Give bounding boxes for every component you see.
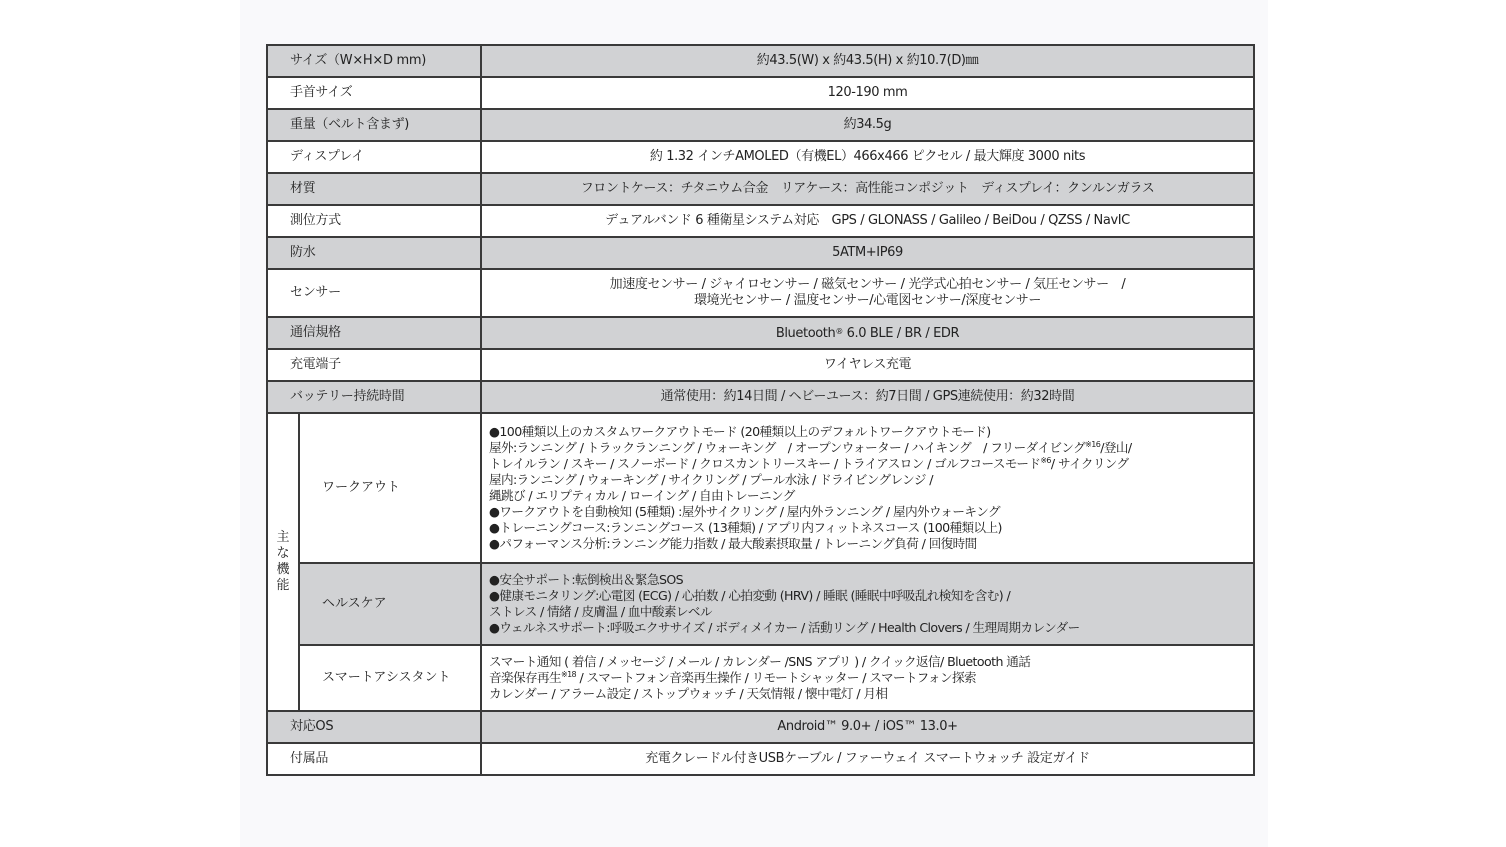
feature-line: 屋内:ランニング / ウォーキング / サイクリング / プール水泳 / ドライビングレンジ / xyxy=(489,472,933,487)
feature-label: ワークアウト xyxy=(299,413,481,563)
registered-mark: ® xyxy=(835,327,843,336)
feature-line: スマート通知 ( 着信 / メッセージ / メール / カレンダー /SNS アプリ ) / クイック返信/ Bluetooth 通話 xyxy=(489,654,1031,669)
feature-row-assistant xyxy=(267,645,1254,711)
spec-value: Android™ 9.0+ / iOS™ 13.0+ xyxy=(481,711,1254,743)
feature-row-health xyxy=(267,563,1254,645)
spec-row-positioning xyxy=(267,205,1254,237)
feature-row-workout xyxy=(267,413,1254,563)
spec-row-waterproof xyxy=(267,237,1254,269)
spec-value: 120-190 mm xyxy=(481,77,1254,109)
spec-label: 充電端子 xyxy=(267,349,481,381)
spec-value-line: 加速度センサー / ジャイロセンサー / 磁気センサー / 光学式心拍センサー / 気圧センサー / xyxy=(609,277,1126,292)
footnote-mark: ※18 xyxy=(560,670,577,679)
feature-line: ●トレーニングコース:ランニングコース (13種類) / アプリ内フィットネスコース (100種類以上) xyxy=(489,520,1002,535)
feature-line: ●健康モニタリング:心電図 (ECG) / 心拍数 / 心拍変動 (HRV) / 睡眠 (睡眠中呼吸乱れ検知を含む) / xyxy=(489,588,1011,603)
spec-row-battery xyxy=(267,381,1254,413)
spec-row-sensors xyxy=(267,269,1254,317)
feature-line: ●ワークアウトを自動検知 (5種類) :屋外サイクリング / 屋内外ランニング / 屋内外ウォーキング xyxy=(489,504,1001,519)
feature-line: ●100種類以上のカスタムワークアウトモード (20種類以上のデフォルトワークアウトモード) xyxy=(489,424,991,439)
spec-table xyxy=(266,44,1255,776)
feature-line: 屋外:ランニング / トラックランニング / ウォーキング / オープンウォーター / ハイキング / フリーダイビング$^{※16}$/登山/ xyxy=(489,440,1132,455)
spec-value: 充電クレードル付きUSBケーブル / ファーウェイ スマートウォッチ 設定ガイド xyxy=(481,743,1254,775)
spec-value: 約43.5(W) x 約43.5(H) x 約10.7(D)㎜ xyxy=(481,45,1254,77)
spec-value xyxy=(481,317,1254,349)
spec-row-charging xyxy=(267,349,1254,381)
feature-label: ヘルスケア xyxy=(299,563,481,645)
footnote-mark: ※6 xyxy=(1040,456,1051,465)
spec-row-os xyxy=(267,711,1254,743)
spec-value: 5ATM+IP69 xyxy=(481,237,1254,269)
spec-label: センサー xyxy=(267,269,481,317)
spec-value: 通常使用：約14日間 / ヘビーユース：約7日間 / GPS連続使用：約32時間 xyxy=(481,381,1254,413)
spec-value: フロントケース：チタニウム合金 リアケース：高性能コンポジット ディスプレイ：クンルンガラス xyxy=(481,173,1254,205)
spec-row-accessories xyxy=(267,743,1254,775)
spec-label: 測位方式 xyxy=(267,205,481,237)
spec-label: 手首サイズ xyxy=(267,77,481,109)
bluetooth-version-text: 6.0 BLE / BR / EDR xyxy=(842,326,960,341)
feature-line: 音楽保存再生$^{※18}$ / スマートフォン音楽再生操作 / リモートシャッター / スマートフォン探索 xyxy=(489,670,976,685)
feature-detail xyxy=(481,645,1254,711)
spec-value: 約34.5g xyxy=(481,109,1254,141)
spec-label: 材質 xyxy=(267,173,481,205)
spec-value: デュアルバンド 6 種衛星システム対応 GPS / GLONASS / Galileo / BeiDou / QZSS / NavIC xyxy=(481,205,1254,237)
spec-value-line: 環境光センサー / 温度センサー/心電図センサー/深度センサー xyxy=(693,293,1041,308)
feature-line: トレイルラン / スキー / スノーボード / クロスカントリースキー / トライアスロン / ゴルフコースモード$^{※6}$/ サイクリング xyxy=(489,456,1129,471)
feature-line: ストレス / 情緒 / 皮膚温 / 血中酸素レベル xyxy=(489,604,712,619)
spec-label: 付属品 xyxy=(267,743,481,775)
spec-row-weight xyxy=(267,109,1254,141)
spec-row-wrist xyxy=(267,77,1254,109)
feature-detail xyxy=(481,413,1254,563)
spec-label: 対応OS xyxy=(267,711,481,743)
spec-label: 重量（ベルト含まず) xyxy=(267,109,481,141)
feature-line: ●ウェルネスサポート:呼吸エクササイズ / ボディメイカー / 活動リング / Health Clovers / 生理周期カレンダー xyxy=(489,620,1080,635)
spec-row-size xyxy=(267,45,1254,77)
spec-value: 約 1.32 インチAMOLED（有機EL）466x466 ピクセル / 最大輝度 3000 nits xyxy=(481,141,1254,173)
footnote-mark: ※16 xyxy=(1085,440,1101,449)
feature-label: スマートアシスタント xyxy=(299,645,481,711)
spec-row-material xyxy=(267,173,1254,205)
feature-detail xyxy=(481,563,1254,645)
feature-line: カレンダー / アラーム設定 / ストップウォッチ / 天気情報 / 懐中電灯 / 月相 xyxy=(489,686,888,701)
spec-label: ディスプレイ xyxy=(267,141,481,173)
bluetooth-text: Bluetooth xyxy=(775,326,836,341)
features-group-label: 主な機能 xyxy=(267,413,299,711)
feature-line: ●パフォーマンス分析:ランニング能力指数 / 最大酸素摂取量 / トレーニング負荷 / 回復時間 xyxy=(489,536,977,551)
spec-row-connectivity xyxy=(267,317,1254,349)
spec-label: 防水 xyxy=(267,237,481,269)
spec-label: 通信規格 xyxy=(267,317,481,349)
feature-line: ●安全サポート:転倒検出＆緊急SOS xyxy=(489,572,684,587)
spec-value: ワイヤレス充電 xyxy=(481,349,1254,381)
spec-label: サイズ（W×H×D mm) xyxy=(267,45,481,77)
spec-row-display xyxy=(267,141,1254,173)
spec-value xyxy=(481,269,1254,317)
spec-label: バッテリー持続時間 xyxy=(267,381,481,413)
feature-line: 縄跳び / エリプティカル / ローイング / 自由トレーニング xyxy=(489,488,795,503)
